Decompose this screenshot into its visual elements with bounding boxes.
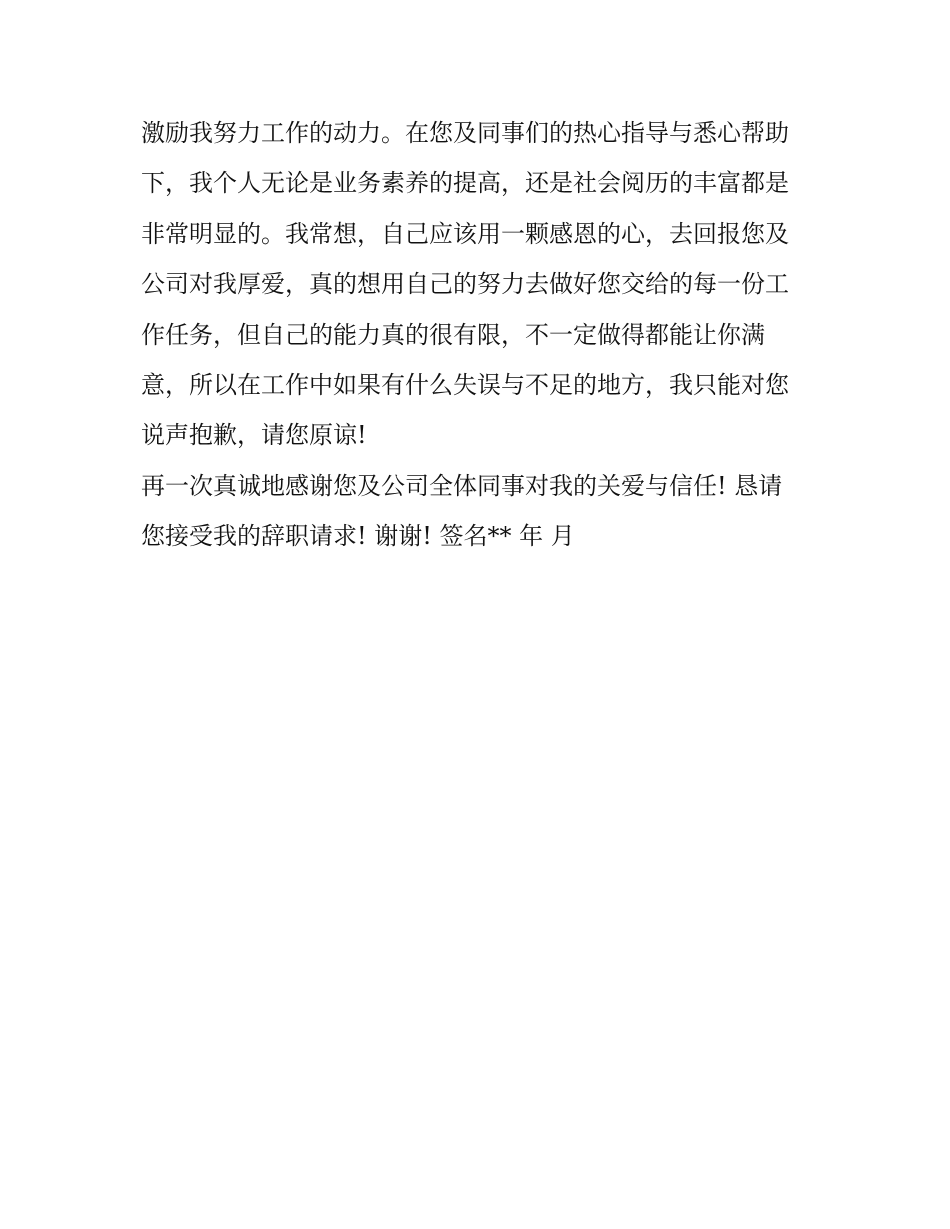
text-line-8: 再一次真诚地感谢您及公司全体同事对我的关爱与信任! 恳请 bbox=[141, 471, 783, 500]
letter-body bbox=[141, 108, 821, 562]
text-line-9: 您接受我的辞职请求! 谢谢! 签名** 年 月 bbox=[141, 522, 575, 551]
text-line-3: 非常明显的。我常想，自己应该用一颗感恩的心，去回报您及 bbox=[141, 219, 789, 248]
text-line-5: 作任务，但自己的能力真的很有限，不一定做得都能让你满 bbox=[141, 320, 765, 349]
text-line-2: 下，我个人无论是业务素养的提高，还是社会阅历的丰富都是 bbox=[141, 169, 789, 198]
text-line-7: 说声抱歉，请您原谅! bbox=[141, 421, 367, 450]
text-line-6: 意，所以在工作中如果有什么失误与不足的地方，我只能对您 bbox=[141, 370, 789, 399]
text-line-1: 激励我努力工作的动力。在您及同事们的热心指导与悉心帮助 bbox=[141, 119, 789, 147]
text-line-4: 公司对我厚爱，真的想用自己的努力去做好您交给的每一份工 bbox=[141, 270, 789, 299]
